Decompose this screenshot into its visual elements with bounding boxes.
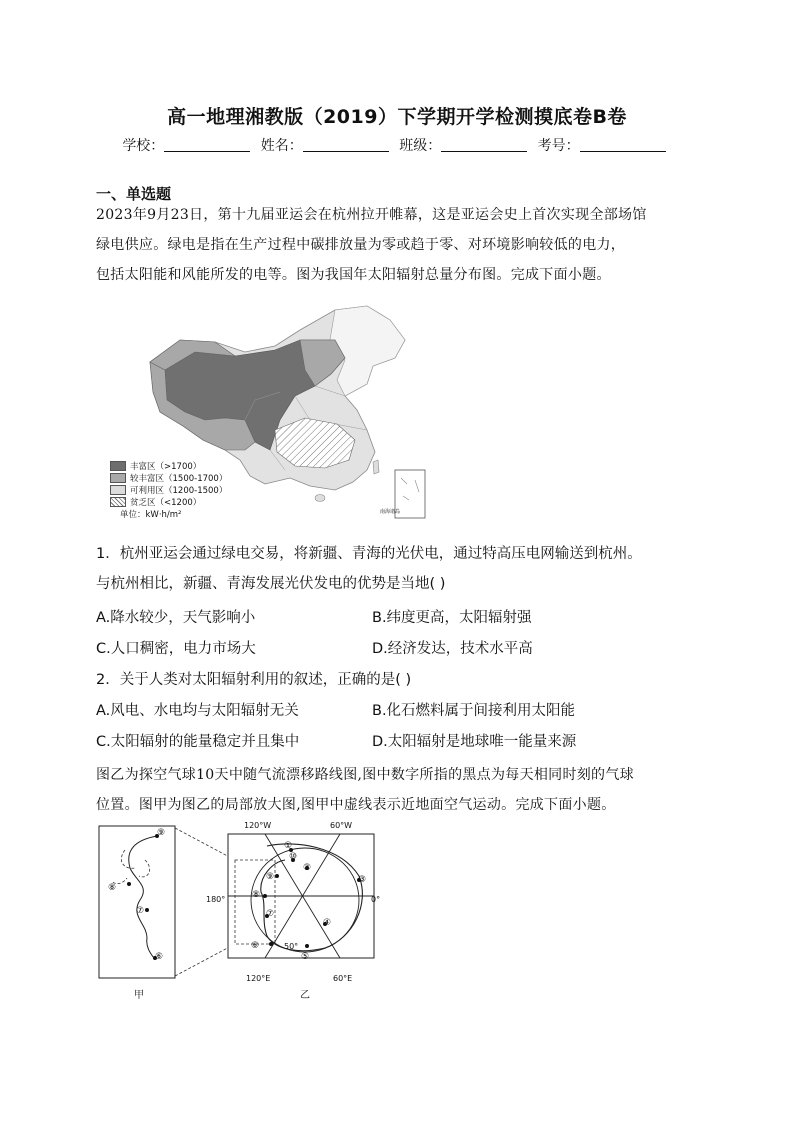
name-field[interactable]	[303, 137, 389, 152]
page-title: 高一地理湘教版（2019）下学期开学检测摸底卷B卷	[167, 106, 627, 128]
legend-label: 较丰富区（1500-1700）	[130, 474, 228, 484]
legend-unit: 单位：kW·h/m²	[120, 510, 182, 520]
figure-jia-frame	[99, 826, 175, 978]
class-field[interactable]	[441, 137, 527, 152]
question-2-stem: 2．关于人类对太阳辐射利用的叙述，正确的是( )	[96, 672, 412, 688]
lat-label-50: 50°	[284, 942, 299, 951]
passage-1-line: 包括太阳能和风能所发的电等。图为我国年太阳辐射总量分布图。完成下面小题。	[96, 267, 611, 283]
id-field[interactable]	[580, 137, 666, 152]
name-label: 姓名：	[260, 138, 303, 154]
balloon-drift-figure	[95, 820, 385, 990]
lon-label-60e: 60°E	[333, 974, 353, 983]
yi-point-9: ⑨	[266, 872, 275, 882]
q2-option-b[interactable]: B.化石燃料属于间接利用太阳能	[372, 703, 576, 719]
q1-option-c[interactable]: C.人口稠密，电力市场大	[96, 641, 256, 657]
legend-item	[110, 496, 227, 508]
lon-label-60w: 60°W	[330, 821, 353, 830]
yi-point-3: ③	[358, 875, 367, 885]
passage-2-line: 位置。图甲为图乙的局部放大图,图甲中虚线表示近地面空气运动。完成下面小题。	[96, 797, 616, 813]
yi-point-8: ⑧	[252, 890, 261, 900]
legend-item	[110, 460, 227, 472]
lat-label-0: 0°	[371, 895, 381, 904]
caption-yi: 乙	[300, 990, 310, 1001]
lat-label-180: 180°	[206, 895, 226, 904]
yi-point-2: ②	[303, 863, 312, 873]
inset-label: 南海诸岛	[380, 509, 401, 515]
legend-swatch	[110, 473, 126, 483]
passage-2	[96, 760, 700, 820]
student-info-line	[0, 135, 794, 155]
legend-swatch	[110, 461, 126, 471]
q2-option-a[interactable]: A.风电、水电均与太阳辐射无关	[96, 703, 299, 719]
yi-point-5: ⑤	[301, 952, 310, 962]
jia-point-8: ⑧	[108, 883, 117, 893]
lon-label-120e: 120°E	[246, 974, 271, 983]
yi-point-1: ①	[284, 841, 293, 851]
section-title: 一、单选题	[96, 185, 172, 203]
q1-option-b[interactable]: B.纬度更高，太阳辐射强	[372, 610, 532, 626]
yi-point-4: ④	[323, 918, 332, 928]
yi-point-7: ⑦	[266, 909, 275, 919]
legend-item	[110, 472, 227, 484]
caption-jia: 甲	[134, 990, 144, 1001]
jia-point-7: ⑦	[136, 906, 145, 916]
legend-swatch	[110, 485, 126, 495]
q1-option-a[interactable]: A.降水较少，天气影响小	[96, 610, 256, 626]
legend-swatch	[110, 497, 126, 507]
school-field[interactable]	[164, 137, 250, 152]
q2-option-d[interactable]: D.太阳辐射是地球唯一能量来源	[372, 734, 577, 750]
yi-point-10: ⑩	[289, 852, 298, 862]
school-label: 学校：	[122, 138, 165, 154]
legend-label: 贫乏区（<1200）	[130, 498, 202, 508]
legend-label: 可利用区（1200-1500）	[130, 486, 228, 496]
class-label: 班级：	[399, 138, 442, 154]
passage-2-line: 图乙为探空气球10天中随气流漂移路线图,图中数字所指的黑点为每天相同时刻的气球	[96, 767, 634, 783]
lon-label-120w: 120°W	[244, 821, 272, 830]
passage-1	[96, 200, 700, 290]
legend-label: 丰富区（>1700）	[130, 462, 202, 472]
yi-point-6: ⑥	[251, 941, 260, 951]
question-1	[96, 539, 700, 599]
passage-1-line: 2023年9月23日，第十九届亚运会在杭州拉开帷幕，这是亚运会史上首次实现全部场馆	[96, 207, 647, 223]
id-label: 考号：	[537, 138, 580, 154]
question-1-stem: 与杭州相比，新疆、青海发展光伏发电的优势是当地( )	[96, 576, 446, 592]
jia-point-9: ⑨	[157, 828, 166, 838]
legend-item	[110, 484, 227, 496]
question-1-stem: 1．杭州亚运会通过绿电交易，将新疆、青海的光伏电，通过特高压电网输送到杭州。	[96, 546, 642, 562]
passage-1-line: 绿电供应。绿电是指在生产过程中碳排放量为零或趋于零、对环境影响较低的电力，	[96, 237, 626, 253]
q1-option-d[interactable]: D.经济发达，技术水平高	[372, 641, 533, 657]
jia-point-6: ⑥	[155, 952, 164, 962]
map-legend	[110, 460, 227, 520]
q2-option-c[interactable]: C.太阳辐射的能量稳定并且集中	[96, 734, 300, 750]
